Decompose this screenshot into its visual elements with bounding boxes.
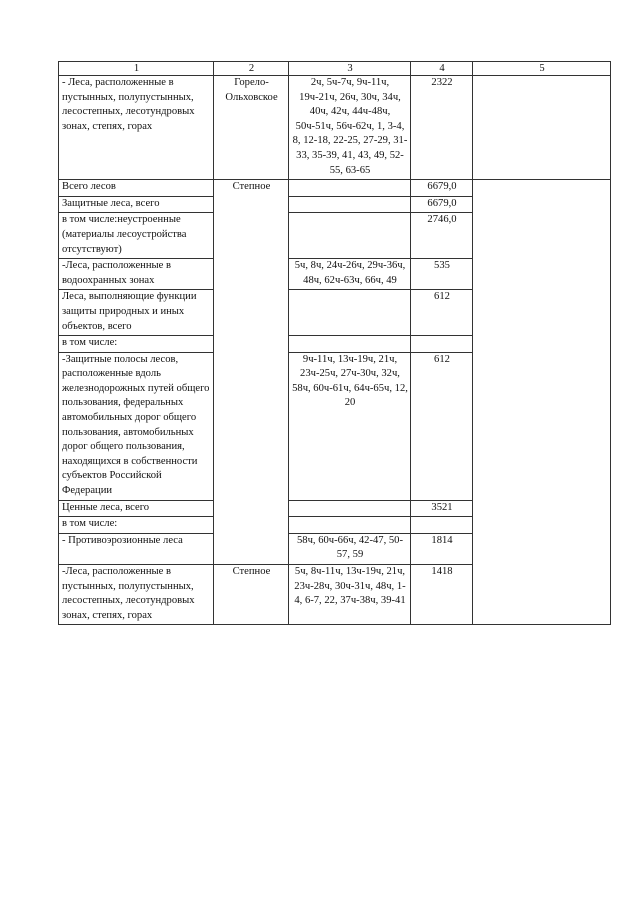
area-cell: 2322 (411, 76, 473, 180)
category-cell: - Леса, расположенные в пустынных, полупустынных, лесостепных, лесотундровых зонах, степях, горах (59, 76, 214, 180)
header-cell-2: 2 (214, 62, 289, 76)
forestry-cell: Степное (214, 565, 289, 625)
category-cell: -Защитные полосы лесов, расположенные вдоль железнодорожных путей общего пользования, федеральных автомобильных дорог общего пользования, автомобильных дорог общего пользования, находящихся в собственности субъектов Российской Федерации (59, 352, 214, 500)
note-cell (473, 76, 611, 180)
quarters-cell: 9ч-11ч, 13ч-19ч, 21ч, 23ч-25ч, 27ч-30ч, 32ч, 58ч, 60ч-61ч, 64ч-65ч, 12, 20 (289, 352, 411, 500)
table-row (59, 76, 611, 180)
area-cell: 612 (411, 290, 473, 336)
area-cell: 3521 (411, 500, 473, 517)
category-cell: - Противоэрозионные леса (59, 533, 214, 564)
quarters-cell (289, 500, 411, 517)
area-cell: 1814 (411, 533, 473, 564)
note-cell (473, 180, 611, 625)
quarters-cell (289, 517, 411, 534)
table-row (59, 180, 611, 197)
quarters-cell (289, 290, 411, 336)
header-cell-4: 4 (411, 62, 473, 76)
forestry-cell: Горело-Ольховское (214, 76, 289, 180)
header-cell-3: 3 (289, 62, 411, 76)
category-cell: Ценные леса, всего (59, 500, 214, 517)
category-cell: -Леса, расположенные в водоохранных зонах (59, 259, 214, 290)
quarters-cell: 2ч, 5ч-7ч, 9ч-11ч, 19ч-21ч, 26ч, 30ч, 34ч, 40ч, 42ч, 44ч-48ч, 50ч-51ч, 56ч-62ч, 1, 3-4, 8, 12-18, 22-25, 27-29, 31-33, 35-39, 41, 43, 49, 52-55, 63-65 (289, 76, 411, 180)
table-header-row (59, 62, 611, 76)
quarters-cell: 58ч, 60ч-66ч, 42-47, 50-57, 59 (289, 533, 411, 564)
forest-protection-table (58, 61, 611, 625)
category-cell: -Леса, расположенные в пустынных, полупустынных, лесостепных, лесотундровых зонах, степях, горах (59, 565, 214, 625)
category-cell: Защитные леса, всего (59, 196, 214, 213)
quarters-cell: 5ч, 8ч-11ч, 13ч-19ч, 21ч, 23ч-28ч, 30ч-31ч, 48ч, 1-4, 6-7, 22, 37ч-38ч, 39-41 (289, 565, 411, 625)
category-cell: Леса, выполняющие функции защиты природных и иных объектов, всего (59, 290, 214, 336)
area-cell (411, 517, 473, 534)
category-cell: Всего лесов (59, 180, 214, 197)
area-cell: 612 (411, 352, 473, 500)
header-cell-1: 1 (59, 62, 214, 76)
quarters-cell: 5ч, 8ч, 24ч-26ч, 29ч-36ч, 48ч, 62ч-63ч, 66ч, 49 (289, 259, 411, 290)
quarters-cell (289, 336, 411, 353)
quarters-cell (289, 180, 411, 197)
header-cell-5: 5 (473, 62, 611, 76)
area-cell: 6679,0 (411, 196, 473, 213)
forestry-cell: Степное (214, 180, 289, 565)
category-cell: в том числе: (59, 336, 214, 353)
area-cell (411, 336, 473, 353)
area-cell: 6679,0 (411, 180, 473, 197)
area-cell: 1418 (411, 565, 473, 625)
quarters-cell (289, 213, 411, 259)
area-cell: 535 (411, 259, 473, 290)
category-cell: в том числе: (59, 517, 214, 534)
quarters-cell (289, 196, 411, 213)
area-cell: 2746,0 (411, 213, 473, 259)
category-cell: в том числе:неустроенные (материалы лесоустройства отсутствуют) (59, 213, 214, 259)
